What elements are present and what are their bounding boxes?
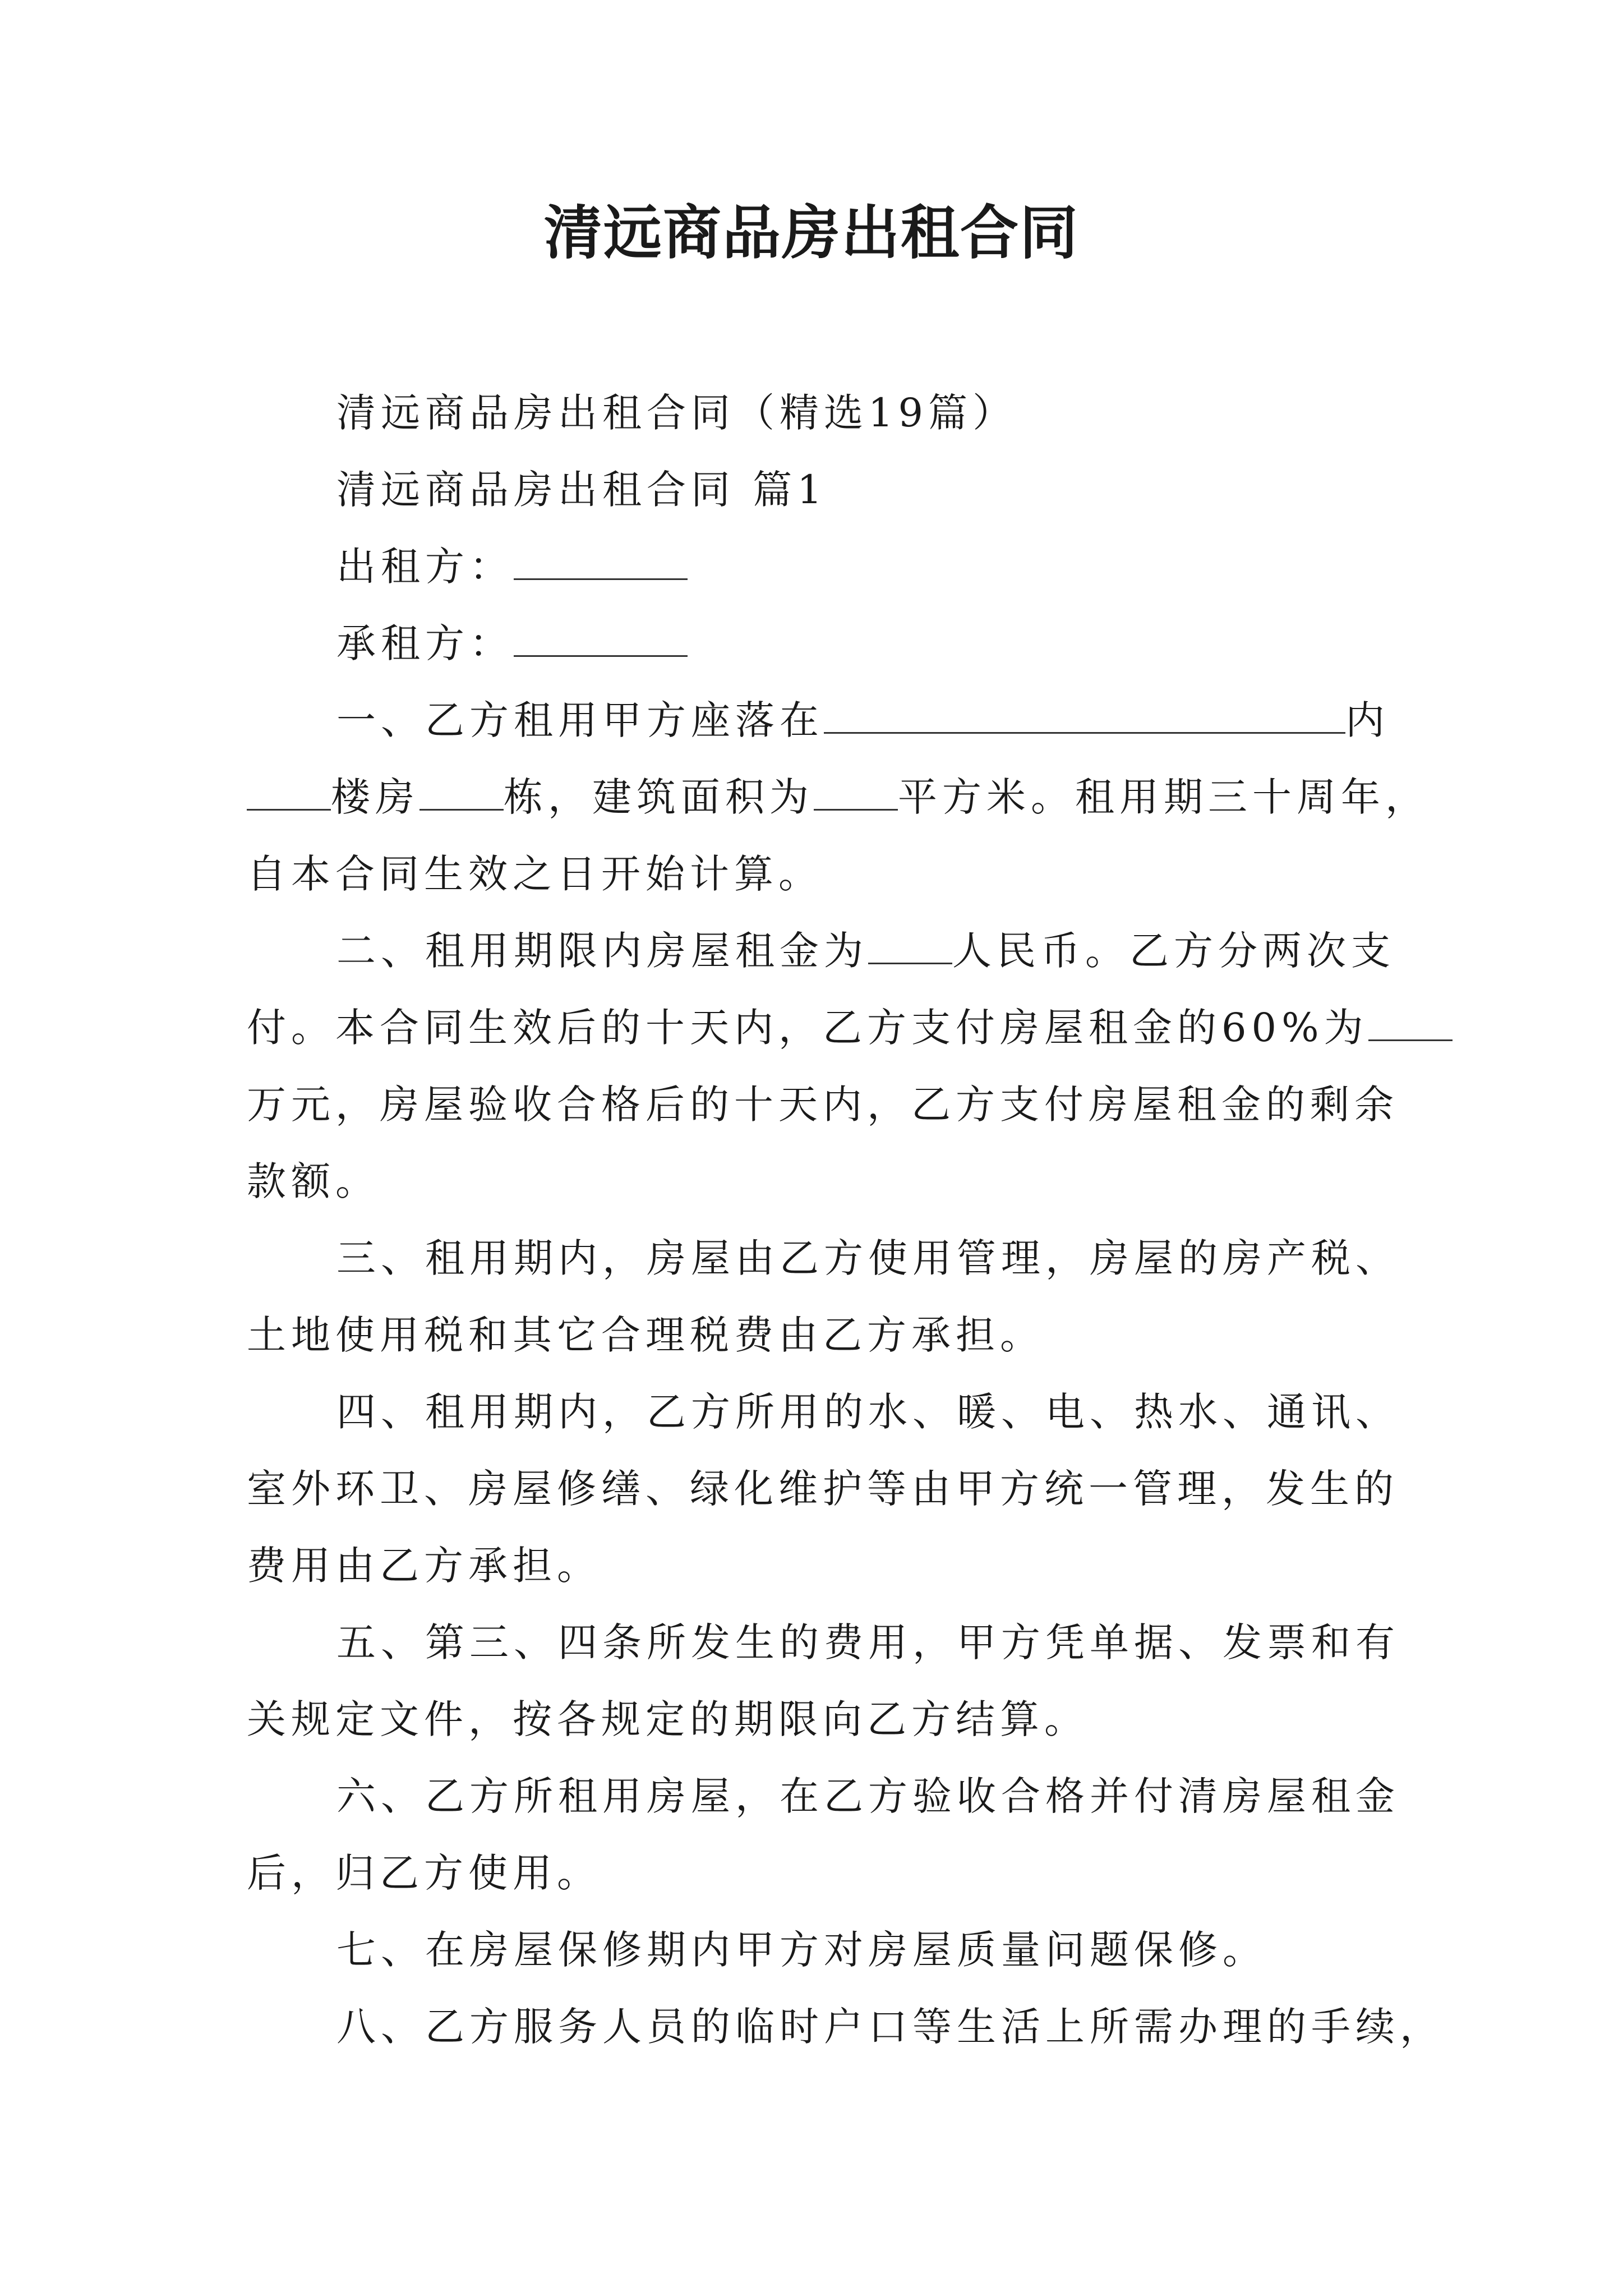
clause4-line3: 费用由乙方承担。 <box>247 1543 601 1589</box>
clause6-line2: 后，归乙方使用。 <box>247 1850 601 1896</box>
clause2-line2 <box>247 990 1453 1066</box>
clause1-text-c: 楼房 <box>331 774 419 820</box>
clause1-text-d: 栋，建筑面积为 <box>504 774 814 820</box>
clause3-line1: 三、租用期内，房屋由乙方使用管理，房屋的房产税、 <box>336 1235 1400 1281</box>
clause2-text-b: 人民币。乙方分两次支 <box>952 928 1395 974</box>
clause4-line1: 四、租用期内，乙方所用的水、暖、电、热水、通讯、 <box>336 1389 1400 1435</box>
clause1-text-b: 内 <box>1345 697 1390 743</box>
clause6-line1: 六、乙方所租用房屋，在乙方验收合格并付清房屋租金 <box>336 1773 1400 1819</box>
clause1-line3: 自本合同生效之日开始计算。 <box>247 851 823 897</box>
lessor-blank <box>514 545 688 580</box>
clause2-line3: 万元，房屋验收合格后的十天内，乙方支付房屋租金的剩余 <box>247 1082 1399 1128</box>
clause2-text-c: 付。本合同生效后的十天内，乙方支付房屋租金的60%为 <box>247 1005 1368 1051</box>
rent-blank <box>868 929 952 964</box>
area-blank <box>814 775 898 811</box>
clause3-line2: 土地使用税和其它合理税费由乙方承担。 <box>247 1312 1044 1358</box>
lessor-line <box>336 528 688 605</box>
subtitle-line: 清远商品房出租合同（精选19篇） <box>336 390 1017 436</box>
clause2-line1 <box>336 913 1395 990</box>
clause1-line2 <box>247 759 1430 836</box>
clause8-line1: 八、乙方服务人员的临时户口等生活上所需办理的手续， <box>336 2004 1444 2050</box>
lessee-blank <box>514 622 688 657</box>
location-blank <box>824 698 1345 734</box>
clause4-line2: 室外环卫、房屋修缮、绿化维护等由甲方统一管理，发生的 <box>247 1466 1399 1512</box>
clause7-line1: 七、在房屋保修期内甲方对房屋质量问题保修。 <box>336 1927 1267 1973</box>
lessor-label: 出租方： <box>336 544 514 590</box>
clause5-line1: 五、第三、四条所发生的费用，甲方凭单据、发票和有 <box>336 1619 1400 1665</box>
document-title: 清远商品房出租合同 <box>543 199 1079 267</box>
clause2-text-a: 二、租用期限内房屋租金为 <box>336 928 868 974</box>
first-payment-blank <box>1368 1006 1453 1041</box>
clause1-text-e: 平方米。租用期三十周年， <box>898 774 1430 820</box>
clause1-line1 <box>336 682 1390 759</box>
building-blank <box>247 775 331 811</box>
clause2-line4: 款额。 <box>247 1158 380 1204</box>
clause5-line2: 关规定文件，按各规定的期限向乙方结算。 <box>247 1696 1089 1742</box>
lessee-line <box>336 605 688 682</box>
unit-blank <box>419 775 504 811</box>
lessee-label: 承租方： <box>336 620 514 666</box>
section-heading: 清远商品房出租合同 篇1 <box>336 467 827 513</box>
clause1-text-a: 一、乙方租用甲方座落在 <box>336 697 824 743</box>
